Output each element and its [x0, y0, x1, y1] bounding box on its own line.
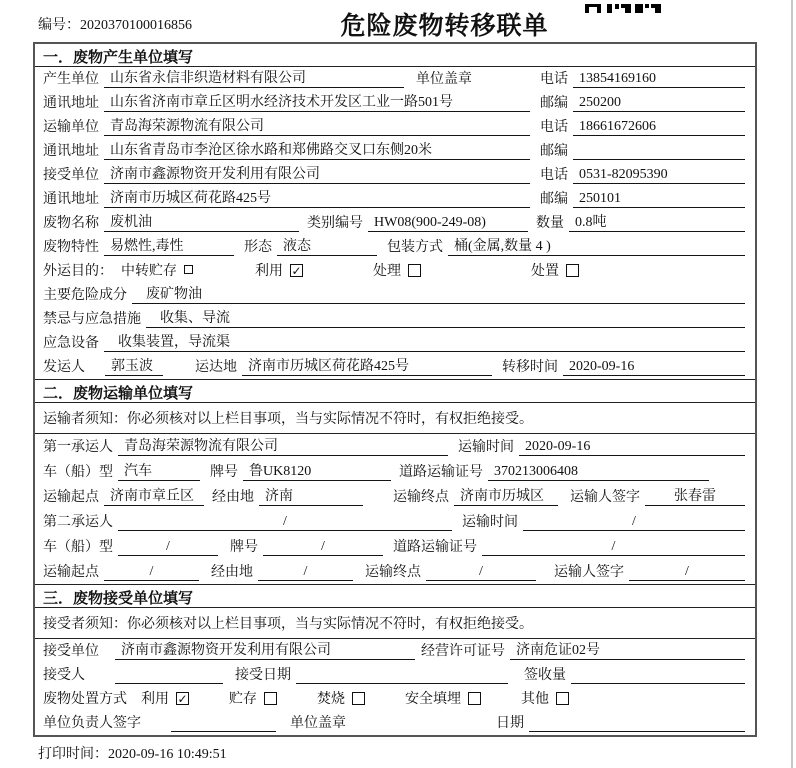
plate1-value: 鲁UK8120 — [243, 460, 391, 481]
origin2-value: / — [104, 564, 199, 581]
signer2-label: 运输人签字 — [554, 565, 624, 580]
vehicle2-row — [35, 534, 755, 559]
option-label: 中转贮存 — [121, 264, 177, 279]
destination-value: 济南市历城区荷花路425号 — [242, 355, 492, 376]
transporter-unit-value: 青岛海荣源物流有限公司 — [104, 115, 530, 136]
via2-value: / — [258, 564, 353, 581]
transfer-form-table — [33, 42, 757, 737]
second-carrier-row — [35, 509, 755, 534]
first-carrier-row — [35, 434, 755, 459]
receiver-unit-label: 接受单位 — [43, 168, 99, 183]
first-carrier-label: 第一承运人 — [43, 440, 113, 455]
transporter-unit-label: 运输单位 — [43, 120, 99, 135]
checkbox-utilize-icon: ✓ — [291, 263, 302, 278]
disposal-method-label: 废物处置方式 — [43, 692, 127, 707]
section1-header: 一．废物产生单位填写 — [35, 44, 755, 67]
accept-unit-label: 接受单位 — [43, 644, 99, 659]
transporter-phone-value: 18661672606 — [573, 119, 745, 136]
transport-time2-label: 运输时间 — [462, 515, 518, 530]
transporter-address-row — [35, 139, 755, 163]
responsible-sign-row — [35, 711, 755, 735]
qr-code-fragment-icon — [585, 0, 661, 9]
sign-date-label: 日期 — [496, 716, 524, 731]
second-carrier-label: 第二承运人 — [43, 515, 113, 530]
producer-address-label: 通讯地址 — [43, 96, 99, 111]
emergency-equipment-label: 应急设备 — [43, 336, 99, 351]
responsible-sign-value — [171, 715, 276, 732]
print-time — [38, 743, 796, 763]
hazard-component-label: 主要危险成分 — [43, 288, 127, 303]
second-carrier-value: / — [118, 514, 452, 531]
quantity-value: 0.8吨 — [569, 211, 745, 232]
disposal-option-store — [229, 688, 277, 708]
via1-label: 经由地 — [212, 490, 254, 505]
plate2-label: 牌号 — [230, 540, 258, 555]
option-label: 处置 — [531, 264, 559, 279]
recipient-label: 接受人 — [43, 668, 85, 683]
recipient-row — [35, 663, 755, 687]
purpose-option-dispose — [531, 260, 579, 280]
checkbox-transfer-storage-icon — [184, 265, 193, 274]
receiver-unit-value: 济南市鑫源物资开发利用有限公司 — [104, 163, 530, 184]
checkbox-dispose-icon — [566, 264, 579, 277]
quantity-label: 数量 — [536, 216, 564, 231]
waste-name-row — [35, 211, 755, 235]
receiver-notice-row — [35, 608, 755, 639]
first-carrier-value: 青岛海荣源物流有限公司 — [118, 435, 448, 456]
disposal-option-utilize — [141, 688, 189, 708]
option-label: 利用 — [141, 692, 169, 707]
transporter-address-label: 通讯地址 — [43, 144, 99, 159]
sign-date-value — [529, 715, 745, 732]
origin2-label: 运输起点 — [43, 565, 99, 580]
transporter-zip-value — [573, 143, 745, 160]
receiver-phone-label: 电话 — [540, 168, 568, 183]
checkbox-disposal-incinerate-icon — [352, 692, 365, 705]
producer-phone-label: 电话 — [540, 72, 568, 87]
accept-date-label: 接受日期 — [235, 668, 291, 683]
vehicle-type2-value: / — [118, 539, 218, 556]
signer1-value: 张春雷 — [645, 485, 745, 506]
vehicle-type2-label: 车（船）型 — [43, 540, 113, 555]
waste-traits-label: 废物特性 — [43, 240, 99, 255]
received-amount-label: 签收量 — [524, 668, 566, 683]
option-label: 贮存 — [229, 692, 257, 707]
waste-name-value: 废机油 — [104, 211, 299, 232]
receiver-address-label: 通讯地址 — [43, 192, 99, 207]
receiver-address-row — [35, 187, 755, 211]
transporter-notice-text: 运输者须知：你必须核对以上栏目事项，当与实际情况不符时，有权拒绝接受。 — [43, 412, 533, 427]
shipper-label: 发运人 — [43, 360, 85, 375]
transport-time1-label: 运输时间 — [458, 440, 514, 455]
receiver-phone-value: 0531-82095390 — [573, 167, 745, 184]
producer-phone-value: 13854169160 — [573, 71, 745, 88]
section3-header: 三．废物接受单位填写 — [35, 584, 755, 608]
emergency-measures-label: 禁忌与应急措施 — [43, 312, 141, 327]
purpose-option-treat — [373, 260, 421, 280]
producer-zip-label: 邮编 — [540, 96, 568, 111]
receiver-zip-value: 250101 — [573, 191, 745, 208]
plate1-label: 牌号 — [210, 465, 238, 480]
transporter-address-value: 山东省青岛市李沧区徐水路和郑佛路交叉口东侧20米 — [104, 139, 530, 160]
hazard-component-value: 废矿物油 — [132, 283, 745, 304]
transporter-phone-label: 电话 — [540, 120, 568, 135]
origin1-value: 济南市章丘区 — [104, 485, 204, 506]
end2-label: 运输终点 — [365, 565, 421, 580]
option-label: 安全填埋 — [405, 692, 461, 707]
road-license2-label: 道路运输证号 — [393, 540, 477, 555]
route1-row — [35, 484, 755, 509]
accept-unit-value: 济南市鑫源物资开发利用有限公司 — [115, 639, 415, 660]
road-license1-value: 370213006408 — [488, 464, 709, 481]
disposal-option-other — [521, 688, 569, 708]
category-code-value: HW08(900-249-08) — [368, 215, 528, 232]
checkbox-disposal-store-icon — [264, 692, 277, 705]
document-header — [0, 0, 796, 40]
end2-value: / — [426, 564, 536, 581]
disposal-option-landfill — [405, 688, 481, 708]
checkbox-disposal-utilize-icon: ✓ — [177, 691, 188, 706]
print-time-value: 2020-09-16 10:49:51 — [108, 747, 227, 762]
serial-label: 编号： — [38, 18, 80, 33]
receiver-unit-row — [35, 163, 755, 187]
transport-time1-value: 2020-09-16 — [519, 439, 745, 456]
serial-number — [38, 14, 243, 34]
via2-label: 经由地 — [211, 565, 253, 580]
signer2-value: / — [629, 564, 745, 581]
transporter-zip-label: 邮编 — [540, 144, 568, 159]
emergency-equipment-row — [35, 331, 755, 355]
recipient-value — [115, 667, 223, 684]
vehicle-type1-value: 汽车 — [118, 460, 200, 481]
shipper-row — [35, 355, 755, 379]
transfer-time-label: 转移时间 — [502, 360, 558, 375]
transfer-purpose-label: 外运目的： — [43, 264, 113, 279]
responsible-sign-label: 单位负责人签字 — [43, 716, 141, 731]
received-amount-value — [571, 667, 745, 684]
checkbox-disposal-other-icon — [556, 692, 569, 705]
end1-label: 运输终点 — [393, 490, 449, 505]
road-license1-label: 道路运输证号 — [399, 465, 483, 480]
transfer-purpose-row — [35, 259, 755, 283]
shipper-value: 郭玉波 — [105, 355, 163, 376]
waste-name-label: 废物名称 — [43, 216, 99, 231]
accept-date-value — [296, 667, 508, 684]
producer-address-row — [35, 91, 755, 115]
checkbox-treat-icon — [408, 264, 421, 277]
plate2-value: / — [263, 539, 383, 556]
vehicle1-row — [35, 459, 755, 484]
receiver-zip-label: 邮编 — [540, 192, 568, 207]
option-label: 处理 — [373, 264, 401, 279]
emergency-measures-value: 收集、导流 — [146, 307, 745, 328]
purpose-option-utilize — [255, 260, 303, 280]
end1-value: 济南市历城区 — [454, 485, 558, 506]
serial-value: 2020370100016856 — [80, 18, 192, 33]
form-label: 形态 — [244, 240, 272, 255]
option-label: 焚烧 — [317, 692, 345, 707]
scan-page-edge — [791, 0, 793, 768]
emergency-measures-row — [35, 307, 755, 331]
producer-zip-value: 250200 — [573, 95, 745, 112]
option-label: 其他 — [521, 692, 549, 707]
page-title: 危险废物转移联单 — [340, 13, 549, 40]
transporter-notice-row — [35, 403, 755, 434]
route2-row — [35, 559, 755, 584]
accept-unit-row — [35, 639, 755, 663]
producer-unit-value: 山东省永信非织造材料有限公司 — [104, 67, 404, 88]
checkbox-disposal-landfill-icon — [468, 692, 481, 705]
receiver-address-value: 济南市历城区荷花路425号 — [104, 187, 530, 208]
unit-seal2-label: 单位盖章 — [290, 716, 346, 731]
disposal-option-incinerate — [317, 688, 365, 708]
print-time-label: 打印时间： — [38, 747, 108, 762]
unit-seal-label: 单位盖章 — [416, 72, 472, 87]
origin1-label: 运输起点 — [43, 490, 99, 505]
receiver-notice-text: 接受者须知：你必须核对以上栏目事项，当与实际情况不符时，有权拒绝接受。 — [43, 617, 533, 632]
vehicle-type1-label: 车（船）型 — [43, 465, 113, 480]
road-license2-value: / — [482, 539, 745, 556]
signer1-label: 运输人签字 — [570, 490, 640, 505]
producer-address-value: 山东省济南市章丘区明水经济技术开发区工业一路501号 — [104, 91, 530, 112]
transport-time2-value: / — [523, 514, 745, 531]
permit-label: 经营许可证号 — [421, 644, 505, 659]
producer-unit-row — [35, 67, 755, 91]
disposal-method-row — [35, 687, 755, 711]
purpose-option-storage — [121, 260, 193, 280]
hazard-component-row — [35, 283, 755, 307]
option-label: 利用 — [255, 264, 283, 279]
form-value: 液态 — [277, 235, 377, 256]
packaging-label: 包装方式 — [387, 240, 443, 255]
section2-header: 二．废物运输单位填写 — [35, 379, 755, 403]
waste-traits-row — [35, 235, 755, 259]
waste-traits-value: 易燃性,毒性 — [104, 235, 234, 256]
destination-label: 运达地 — [195, 360, 237, 375]
category-code-label: 类别编号 — [307, 216, 363, 231]
transporter-unit-row — [35, 115, 755, 139]
packaging-value: 桶(金属,数量 4 ) — [448, 235, 745, 256]
permit-value: 济南危证02号 — [510, 639, 745, 660]
producer-unit-label: 产生单位 — [43, 72, 99, 87]
via1-value: 济南 — [259, 485, 363, 506]
transfer-time-value: 2020-09-16 — [563, 359, 745, 376]
emergency-equipment-value: 收集装置，导流渠 — [104, 331, 745, 352]
